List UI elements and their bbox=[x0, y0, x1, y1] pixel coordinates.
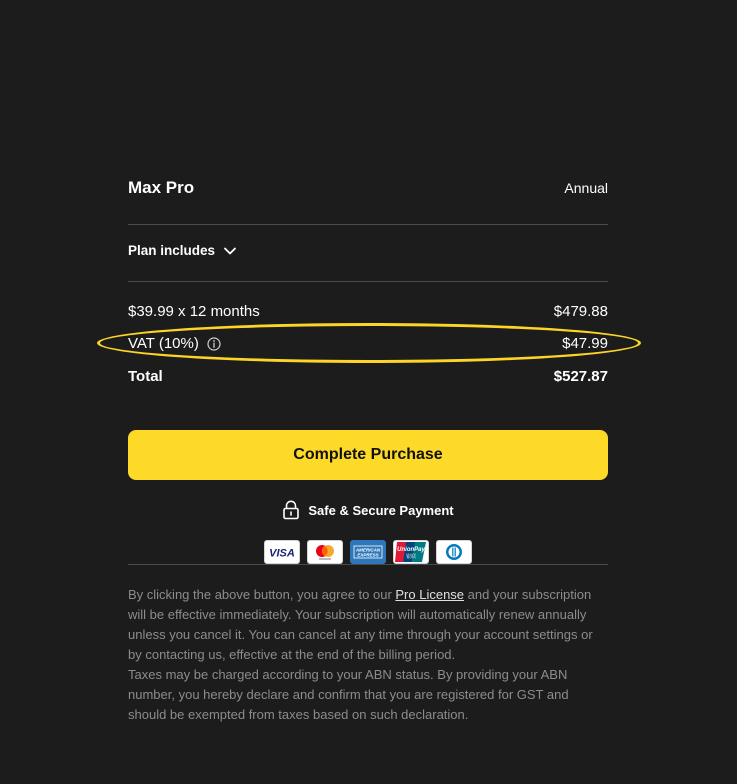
svg-text:EXPRESS: EXPRESS bbox=[357, 552, 379, 558]
subtotal-row bbox=[128, 303, 608, 320]
divider bbox=[128, 564, 608, 565]
tax-notice-text: Taxes may be charged according to your ABN status. By providing your ABN number, you hereby declare and confirm that you are registered for GST and should be exempted from taxes based on such declaration. bbox=[128, 667, 569, 722]
legal-disclaimer bbox=[128, 585, 608, 725]
divider bbox=[128, 224, 608, 225]
plan-name: Max Pro bbox=[128, 178, 195, 197]
total-label: Total bbox=[128, 368, 163, 385]
svg-text:UnionPay: UnionPay bbox=[397, 547, 425, 553]
divider bbox=[128, 281, 608, 282]
plan-includes-toggle[interactable] bbox=[128, 243, 237, 258]
subtotal-value: $479.88 bbox=[553, 303, 608, 320]
unionpay-icon bbox=[393, 540, 429, 564]
mastercard-icon bbox=[307, 540, 343, 564]
subtotal-label: $39.99 x 12 months bbox=[128, 303, 260, 320]
license-terms-intro: By clicking the above button, you agree to our bbox=[128, 587, 396, 602]
vat-label: VAT (10%) bbox=[128, 335, 199, 352]
diners-club-icon bbox=[436, 540, 472, 564]
visa-icon bbox=[264, 540, 300, 564]
svg-text:银联: 银联 bbox=[405, 554, 417, 560]
payment-methods bbox=[128, 540, 608, 564]
plan-includes-label: Plan includes bbox=[128, 243, 216, 258]
vat-row bbox=[128, 335, 608, 352]
svg-text:AMERICAN: AMERICAN bbox=[355, 547, 381, 553]
complete-purchase-button[interactable]: Complete Purchase bbox=[128, 430, 608, 480]
lock-icon bbox=[282, 500, 300, 520]
pro-license-link[interactable]: Pro License bbox=[395, 587, 465, 602]
billing-cycle: Annual bbox=[564, 180, 608, 196]
total-value: $527.87 bbox=[553, 368, 608, 385]
svg-text:VISA: VISA bbox=[269, 547, 295, 559]
secure-payment-label: Safe & Secure Payment bbox=[308, 502, 454, 518]
american-express-icon bbox=[350, 540, 386, 564]
info-icon[interactable] bbox=[207, 337, 221, 351]
license-terms-text bbox=[128, 585, 608, 665]
chevron-down-icon bbox=[223, 246, 237, 256]
plan-header bbox=[128, 178, 608, 198]
license-terms-body: and your subscription will be effective immediately. Your subscription will automatically renew annually unless you cancel it. You can cancel at any time through your account settings or by contacting us, effective at the end of the billing period. bbox=[128, 587, 593, 662]
secure-payment-note bbox=[128, 500, 608, 520]
vat-value: $47.99 bbox=[562, 335, 608, 352]
total-row bbox=[128, 368, 608, 385]
